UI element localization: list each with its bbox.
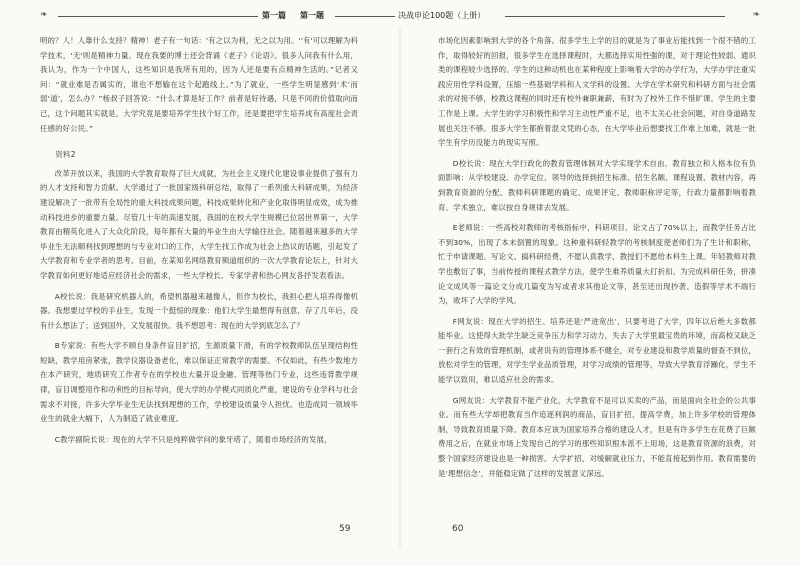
left-page xyxy=(40,34,358,447)
material-heading: 资料2 xyxy=(55,150,76,160)
body-paragraph: 明的？人！人靠什么支持？精神！老子有一句话：'有之以为利，无之以为用。''有'可以理解为科学技术，'无'则是精神力量。现在我要的博士还会背诵《老子》《论语》。很多人问我有什么用，我认为，作为一个中国人，这些知识是我所有用的，因为人还是要有点精神生活的。”记者又问：“就业难是否属实的，谁也不想输在这个起跑线上。”为了就业，一些学生明显感到‘术’而弱‘道’，怎么办？”杨叔子回答说：“什么才算是好工作？前者是好待遇，只是不同的价值取向而已，这个问题其实就是，大学究竟是要培养学生找个好工作，还是要把学生培养成有高度社会责任感的好公民。” xyxy=(40,36,358,133)
body-paragraph: D校长说：现在大学行政化的教育管理体制对大学实现学术自由、教育独立和人格本位有负面影响：从学校建设、办学定位、领导的选择到招生标准、招生名额、课程设置、教材内容，再到教育资源的分配、教师科研课题的确定、成果评定、教师职称评定等，行政力量都影响着教育、学术独立，难以按自身规律去发展。 xyxy=(438,158,756,212)
header-rule xyxy=(505,16,725,17)
book-gutter xyxy=(398,28,402,548)
body-paragraph: 改革开放以来，我国的大学教育取得了巨大成就，为社会主义现代化建设事业提供了强有力的人才支持和智力贡献。大学通过了一批国家级科研总结，取得了一系列重大科研成果，为经济建设解决了一批带有全局性的重大科技成果问题，科技成果转化和产业化取得明显成效，成为推动科技进步的重要力量。尽管几十年的高速发展，我国的在校大学生规模已位居世界第一，大学教育由精英化进入了大众化阶段，每年都有大量的毕业生由大学输往社会。随着越来越多的大学毕业生无法顺利找到理想的与专业对口的工作，大学生找工作成为社会上热议的话题，引起发了大学教育和专业学者的思考。目前，在某知名网络教育频道组织的一次大学教育论坛上，针对大学教育如何更好地适应经济社会的需求，一些大学校长、专家学者和热心网友各抒发表看法。 xyxy=(40,168,358,280)
page-number: 60 xyxy=(452,524,464,534)
header-chapter: 第一篇 xyxy=(262,11,286,20)
body-paragraph: A校长说：我是研究机器人的，希望机器越来越像人，但作为校长，我担心把人培养得像机器。我想要过学校的手业生，发现一个挺惊的现象：他们大学生最想得有创意，存了几年后，没有什么想法了；送到国外，又发展很快。我不想思考：现在的大学到底怎么了？ xyxy=(40,291,358,330)
body-paragraph: F网友说：现在大学的招生、培养还是‘严进宽出’，只要考进了大学，四年以后绝大多数都能毕业。这使得大批学生缺乏竞争压力和学习动力，失去了大学里最宝贵的环境，而高校又缺乏一套行之有效的管理机制，或者说有的管理体系不健全，对专业建设和教学质量的督查不到位，放松对学生的管理，对学生学业品质管理，对学习成绩的管理等，导致大学教育浮躁化，学生不能学以致用，难以适应社会的需求。 xyxy=(438,316,756,385)
body-paragraph: B专家说：有些大学不顾自身条件盲目扩招，生源质量下滑，有的学校教师队伍呈现结构性短缺，教学用房紧张，教学仪器设备老化，难以保证正常教学的需要。不仅如此，有些少数地方在本产研究，地质研究工作者专在的学校也大量开设金融、管理等热门专业，这些违背教学规律，盲目调整用作和功利性的目标导向，使大学的办学模式同质化严重，建设的专业学科与社会需求不对接，许多大学毕业生无法找到理想的工作，学校建设质量令人担忧。也造成同一领域毕业生的就业大幅下，人为制造了就业难度。 xyxy=(40,341,358,424)
body-paragraph: E老师说：一些高校对教师的考核指标中，科研项目、论文占了70%以上，而教学任务占比不到30%，出现了本末倒置的现象。这种重科研轻教学的考核制度使老师们为了生计和职称，忙于申请课题、写论文、搞科研经费，不愿认真教学，教授们不愿给本科生上课。年轻教师对教学也敷衍了事，当前传授的课程式教学方法，使学生难养质量大打折扣。为完成科研任务，拼凑论文成风等一篇论文分成几篇变为写或者求其他论文等，甚至还出现抄袭、造假等学术不端行为，败坏了大学的学风。 xyxy=(438,223,756,306)
page-number: 59 xyxy=(339,524,351,534)
body-paragraph: G网友说：大学教育不能产业化，大学教育不是可以买卖的产品，而是面向全社会的公共事业。而有些大学却把教育当作追逐利润的商品，盲目扩招，提高学费，加上许多学校的管理体制，导致教育质量下降。教育本应该为国家培养合格的建设人才，但是有许多学生在花费了巨额费用之后，在就业市场上发现自己的学习的那些知识根本派不上用场，这是教育资源的浪费，对整个国家经济建设也是一种损害。大学扩招，对缓解就业压力，不能直接起到作用。教育需要的是‘理想信念’，并能稳定做了这样的发展意义深远。 xyxy=(438,395,756,478)
left-flourish-icon: ❧ xyxy=(40,10,48,20)
right-page xyxy=(438,34,756,481)
header-section: 第一题 xyxy=(300,11,324,20)
header-rule xyxy=(335,16,395,17)
page-header xyxy=(0,8,800,24)
right-flourish-icon: ❧ xyxy=(752,10,760,20)
header-book-title: 决战申论100题（上册） xyxy=(398,11,486,20)
body-paragraph: 市场化因素影响到大学的各个角落。很多学生上学的目的就是为了事业后能找到一个很不错的工作，取得较好的回报，很多学生在选择课程时，大都选择实用性强的课，对于理论性较弱、通识类的课程较少选择的。学生的这种动机也在某种程度上影响着大学的办学行为，大学办学注重实践应用性学科设置，压缩一些基础学科和人文学科的设置。大学在学术研究和科研方面与社会需求的对接不够，校教这课程的同时还有校外兼职兼薪，有时为了校外工作不惜旷课。学生的主要工作是上课。大学生的学习积极性和学习主动性严重不足，也不太关心社会问题，对自身道路发展也关注不够。很多大学生都抱着混文凭的心态，在大学毕业后想要找工作难上加难，就是一批学生有学历没能力的现实写照。 xyxy=(438,36,756,148)
header-rule xyxy=(58,16,258,17)
body-paragraph: C教学副院长说：现在的大学不只是纯粹做学问的象牙塔了，随着市场经济的发展， xyxy=(54,434,332,444)
